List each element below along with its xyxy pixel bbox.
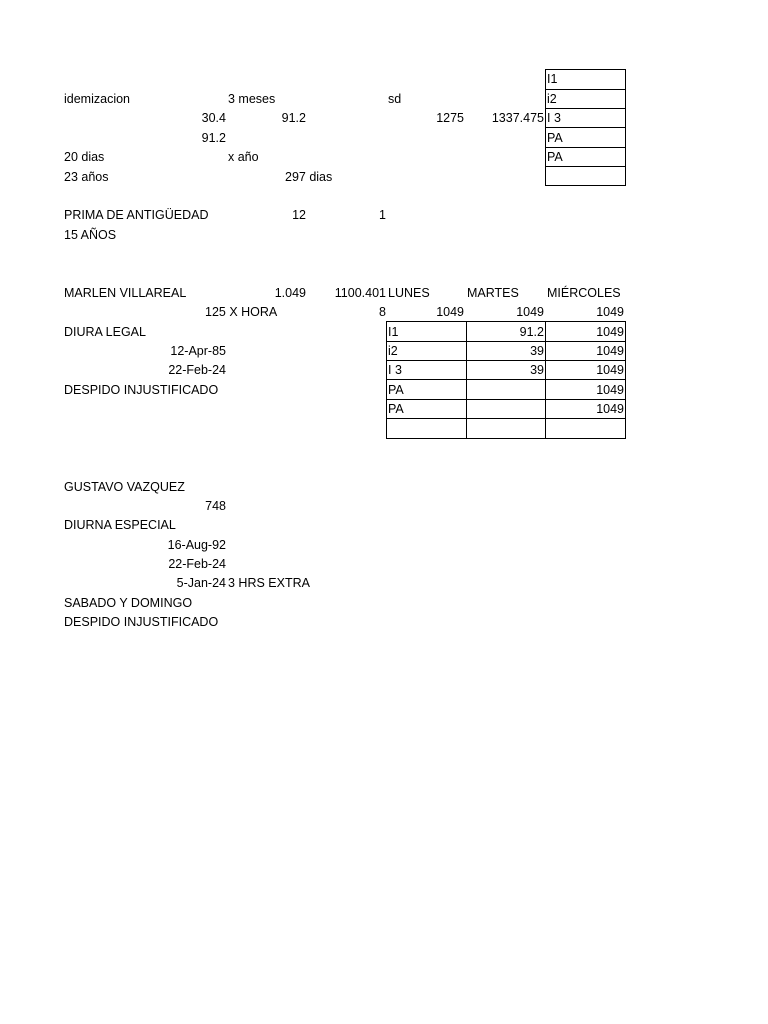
employee-name: MARLEN VILLAREAL — [64, 286, 187, 300]
value-cell: 1275 — [436, 111, 464, 125]
employee-name: GUSTAVO VAZQUEZ — [64, 480, 185, 494]
value-cell: 1049 — [516, 305, 544, 319]
value-cell: 1100.401 — [334, 286, 386, 300]
despido-label: DESPIDO INJUSTIFICADO — [64, 383, 219, 397]
value-cell: 30.4 — [201, 111, 226, 125]
dias-label: 20 dias — [64, 150, 105, 164]
value-cell: 12 — [292, 208, 306, 222]
jornada-label: DIURA LEGAL — [64, 325, 146, 339]
legend-cell: I1 — [547, 72, 558, 86]
value-cell: 91.2 — [281, 111, 306, 125]
table-cell: 91.2 — [519, 325, 544, 339]
date-cell: 22-Feb-24 — [168, 557, 226, 571]
day-header: LUNES — [388, 286, 430, 300]
indemnizacion-label: idemizacion — [64, 92, 131, 106]
legend-cell: PA — [547, 131, 563, 145]
table-cell: I 3 — [388, 363, 402, 377]
value-cell: 8 — [379, 305, 386, 319]
date-cell: 12-Apr-85 — [170, 344, 226, 358]
total-dias-label: 297 dias — [285, 170, 333, 184]
table-cell: 1049 — [596, 325, 624, 339]
table-cell: i2 — [388, 344, 398, 358]
value-cell: 1337.475 — [491, 111, 544, 125]
prima-label: PRIMA DE ANTIGÜEDAD — [64, 208, 209, 222]
extra-label: 3 HRS EXTRA — [228, 576, 310, 590]
meses-cell: 3 meses — [228, 92, 276, 106]
table-cell: 1049 — [596, 363, 624, 377]
sd-cell: sd — [388, 92, 402, 106]
table-cell: 39 — [530, 363, 544, 377]
dias-label: SABADO Y DOMINGO — [64, 596, 193, 610]
table-cell: 1049 — [596, 344, 624, 358]
legend-cell: I 3 — [547, 111, 561, 125]
hora-label: 125 X HORA — [205, 305, 278, 319]
date-cell: 22-Feb-24 — [168, 363, 226, 377]
table-cell: PA — [388, 383, 404, 397]
value-cell: 1049 — [436, 305, 464, 319]
value-cell: 748 — [205, 499, 226, 513]
xanio-label: x año — [228, 150, 259, 164]
table-cell: PA — [388, 402, 404, 416]
date-cell: 5-Jan-24 — [176, 576, 226, 590]
day-header: MARTES — [467, 286, 519, 300]
anios-label: 23 años — [64, 170, 109, 184]
despido-label: DESPIDO INJUSTIFICADO — [64, 615, 219, 629]
value-cell: 1.049 — [274, 286, 306, 300]
table-cell: 1049 — [596, 383, 624, 397]
day-header: MIÉRCOLES — [547, 286, 621, 300]
date-cell: 16-Aug-92 — [167, 538, 226, 552]
legend-cell: i2 — [547, 92, 557, 106]
jornada-label: DIURNA ESPECIAL — [64, 518, 176, 532]
table-cell: I1 — [388, 325, 399, 339]
legend-cell: PA — [547, 150, 563, 164]
table-cell: 39 — [530, 344, 544, 358]
value-cell: 1 — [379, 208, 386, 222]
prima-anios-label: 15 AÑOS — [64, 228, 117, 242]
value-cell: 1049 — [596, 305, 624, 319]
table-cell: 1049 — [596, 402, 624, 416]
value-cell: 91.2 — [201, 131, 226, 145]
